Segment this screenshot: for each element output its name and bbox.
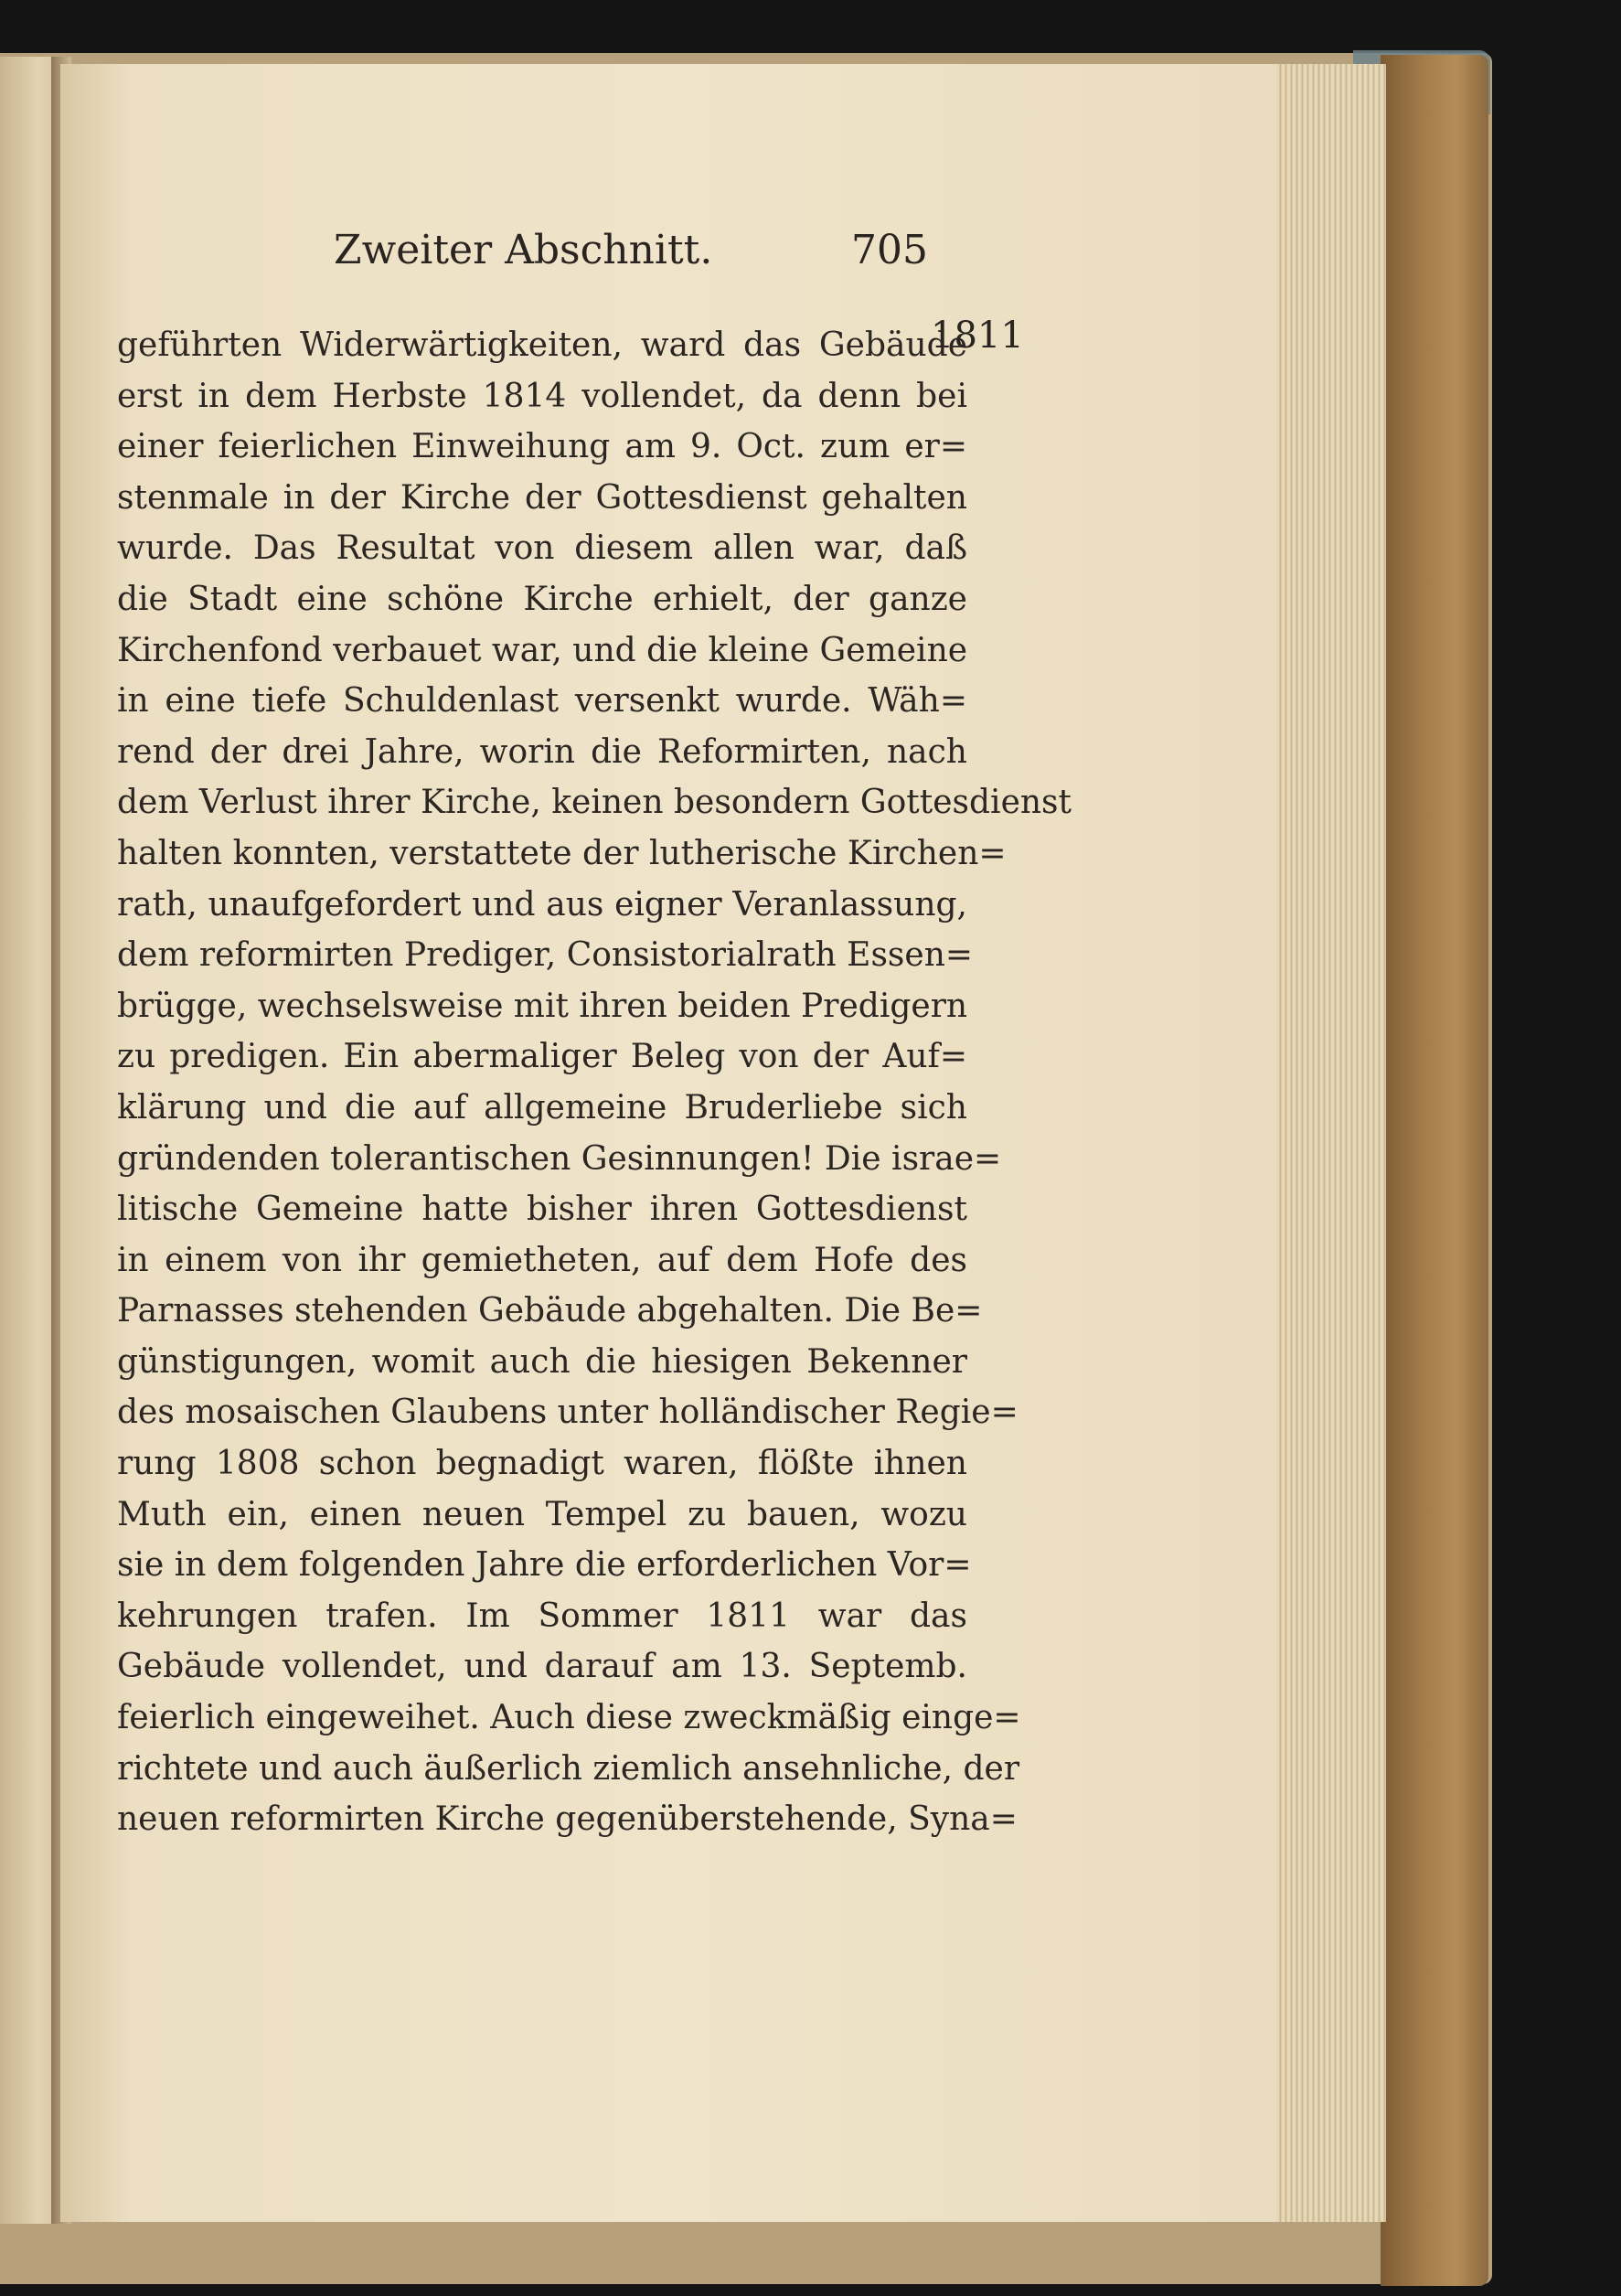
text-line: richtete und auch äußerlich ziemlich ansehnliche, der: [117, 1749, 1020, 1788]
text-line: in eine tiefe Schuldenlast versenkt wurde. Wäh=: [117, 682, 967, 721]
text-line: litische Gemeine hatte bisher ihren Gottesdienst: [117, 1191, 967, 1229]
text-line: des mosaischen Glaubens unter holländischer Regie=: [117, 1394, 1018, 1432]
text-line: gründenden tolerantischen Gesinnungen! Die israe=: [117, 1139, 1002, 1178]
text-line: rung 1808 schon begnadigt waren, flößte ihnen: [117, 1445, 967, 1483]
body-text: [117, 320, 1072, 1845]
text-line: rath, unaufgefordert und aus eigner Veranlassung,: [117, 885, 967, 924]
text-line: erst in dem Herbste 1814 vollendet, da denn bei: [117, 377, 967, 415]
text-line: geführten Widerwärtigkeiten, ward das Gebäude: [117, 326, 967, 364]
text-line: Parnasses stehenden Gebäude abgehalten. Die Be=: [117, 1292, 983, 1330]
text-line: stenmale in der Kirche der Gottesdienst gehalten: [117, 478, 967, 517]
page-number: 705: [851, 227, 928, 273]
text-line: kehrungen trafen. Im Sommer 1811 war das: [117, 1597, 967, 1635]
text-line: Muth ein, einen neuen Tempel zu bauen, wozu: [117, 1495, 967, 1533]
text-line: neuen reformirten Kirche gegenüberstehende, Syna=: [117, 1800, 1018, 1839]
text-line: dem Verlust ihrer Kirche, keinen besondern Gottesdienst: [117, 784, 1072, 822]
text-line: brügge, wechselsweise mit ihren beiden Predigern: [117, 987, 968, 1025]
text-line: sie in dem folgenden Jahre die erforderlichen Vor=: [117, 1546, 972, 1585]
text-line: rend der drei Jahre, worin die Reformirten, nach: [117, 732, 967, 771]
running-title: Zweiter Abschnitt.: [334, 227, 713, 273]
text-line: Gebäude vollendet, und darauf am 13. Septemb.: [117, 1648, 967, 1686]
text-line: Kirchenfond verbauet war, und die kleine Gemeine: [117, 631, 968, 669]
text-line: feierlich eingeweihet. Auch diese zweckmäßig einge=: [117, 1699, 1021, 1737]
left-page-edge: [0, 57, 55, 2224]
text-line: zu predigen. Ein abermaliger Beleg von der Auf=: [117, 1038, 967, 1076]
book-cover-edge: [1381, 55, 1488, 2286]
text-line: günstigungen, womit auch die hiesigen Bekenner: [117, 1342, 967, 1381]
text-line: die Stadt eine schöne Kirche erhielt, der ganze: [117, 580, 967, 618]
text-line: dem reformirten Prediger, Consistorialrath Essen=: [117, 936, 974, 975]
text-line: in einem von ihr gemietheten, auf dem Hofe des: [117, 1241, 967, 1279]
text-line: halten konnten, verstattete der lutherische Kirchen=: [117, 834, 1007, 872]
text-line: einer feierlichen Einweihung am 9. Oct. zum er=: [117, 428, 967, 466]
text-line: klärung und die auf allgemeine Bruderliebe sich: [117, 1088, 967, 1127]
page-edges: [1276, 64, 1386, 2222]
text-line: wurde. Das Resultat von diesem allen war, daß: [117, 529, 967, 568]
page-header: [334, 227, 928, 300]
margin-note-year: 1811: [931, 315, 1024, 357]
